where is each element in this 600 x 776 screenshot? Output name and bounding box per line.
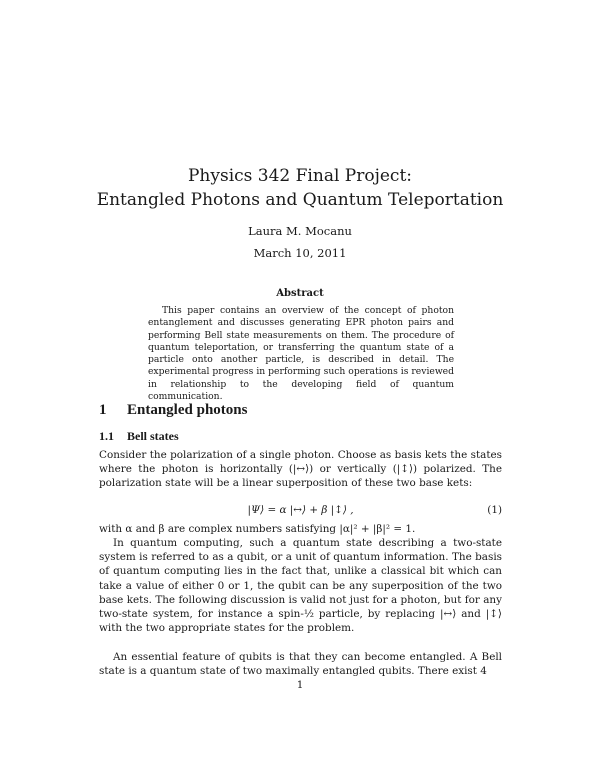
title-line-1: Physics 342 Final Project:	[187, 166, 413, 186]
paragraph-1: Consider the polarization of a single photon. Choose as basis kets the states where the photon is horizontally (|↔⟩) or vertically (|↕⟩) polarized. The polarization state will be a linear superposition of these two base kets:	[99, 449, 502, 490]
paper-title	[0, 164, 600, 212]
author: Laura M. Mocanu	[248, 224, 352, 238]
paragraph-3: In quantum computing, such a quantum state describing a two-state system is referred to as a qubit, or a unit of quantum information. The basis of quantum computing lies in the fact that, unlike a classical bit which can take a value of either 0 or 1, the qubit can be any superposition of the two base kets. The following discussion is valid not just for a photon, but for any two-state system, for instance a spin-½ particle, by replacing |↔⟩ and |↕⟩ with the two appropriate states for the problem.	[99, 537, 502, 635]
abstract-heading: Abstract	[276, 288, 324, 299]
section-title: Entangled photons	[127, 402, 248, 418]
subsection-title: Bell states	[127, 429, 179, 443]
equation-body: |Ψ⟩ = α |↔⟩ + β |↕⟩ ,	[247, 504, 354, 516]
subsection-heading	[99, 429, 179, 444]
equation-1	[99, 504, 502, 520]
section-heading	[99, 402, 247, 419]
page-number: 1	[296, 679, 304, 691]
section-number: 1	[99, 402, 107, 418]
subsection-number: 1.1	[99, 429, 114, 443]
equation-number: (1)	[487, 504, 502, 516]
abstract-text: This paper contains an overview of the concept of photon entanglement and discusses generating EPR photon pairs and performing Bell state measurements on them. The procedure of quantum teleportation, or transferring the quantum state of a particle onto another particle, is described in detail. The experimental progress in performing such operations is reviewed in relationship to the developing field of quantum communication.	[148, 305, 454, 403]
paragraph-4: An essential feature of qubits is that they can become entangled. A Bell state is a quantum state of two maximally entangled qubits. There exist 4	[99, 651, 502, 678]
date: March 10, 2011	[253, 246, 347, 260]
title-line-2: Entangled Photons and Quantum Teleportation	[96, 190, 504, 210]
paragraph-2: with α and β are complex numbers satisfying |α|² + |β|² = 1.	[99, 523, 416, 535]
